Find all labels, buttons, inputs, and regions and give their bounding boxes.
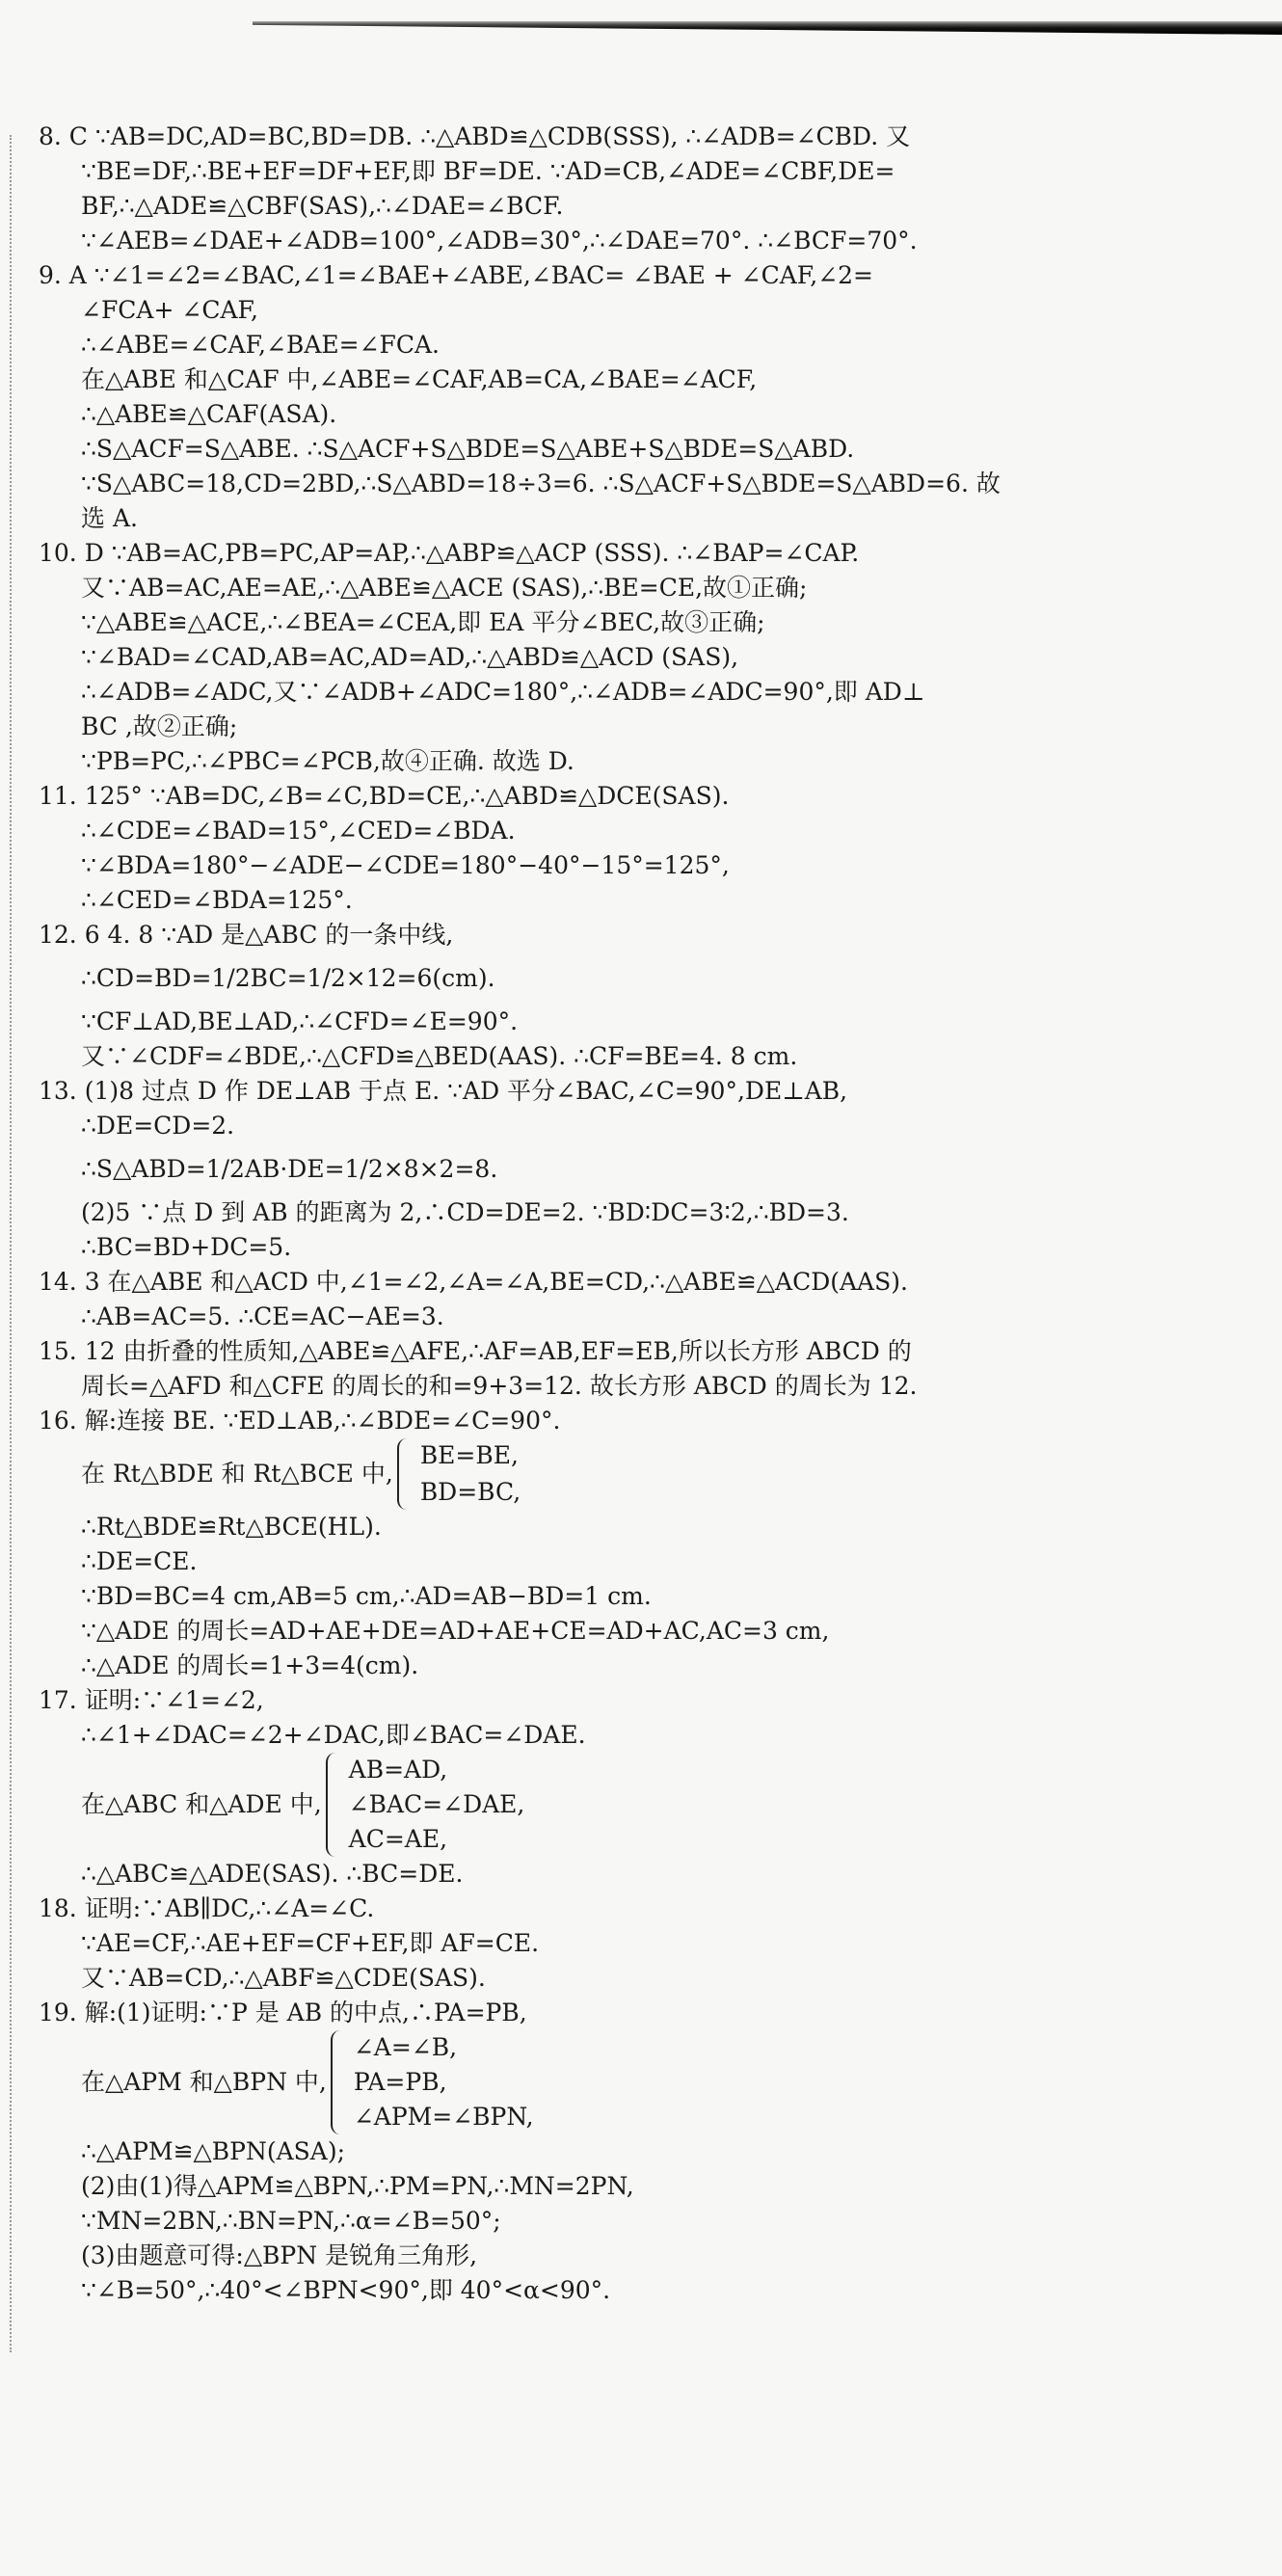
text-line: ∴∠ABE=∠CAF,∠BAE=∠FCA. xyxy=(81,331,440,359)
text-line: 在△ABE 和△CAF 中,∠ABE=∠CAF,AB=CA,∠BAE=∠ACF, xyxy=(81,365,758,393)
text-line: ∵AE=CF,∴AE+EF=CF+EF,即 AF=CE. xyxy=(81,1929,540,1957)
text-line: ∴∠1+∠DAC=∠2+∠DAC,即∠BAC=∠DAE. xyxy=(81,1721,586,1749)
text-line: ∵△ABE≌△ACE,∴∠BEA=∠CEA,即 EA 平分∠BEC,故③正确; xyxy=(81,608,765,636)
text-line: 18. 证明:∵AB∥DC,∴∠A=∠C. xyxy=(39,1894,375,1922)
text-line: 在△APM 和△BPN 中, xyxy=(81,2068,327,2096)
text-line: 14. 3 在△ABE 和△ACD 中,∠1=∠2,∠A=∠A,BE=CD,∴△ABE≌△ACD(AAS). xyxy=(39,1268,908,1296)
text-line: 9. A ∵∠1=∠2=∠BAC,∠1=∠BAE+∠ABE,∠BAC= ∠BAE + ∠CAF,∠2= xyxy=(39,261,873,289)
brace-group xyxy=(39,2030,1108,2134)
brace-group xyxy=(39,1438,1108,1510)
brace-item: AB=AD, xyxy=(348,1756,448,1784)
text-line: ∴∠ADB=∠ADC,又∵∠ADB+∠ADC=180°,∴∠ADB=∠ADC=90°,即 AD⊥ xyxy=(81,678,925,706)
text-line: ∴∠CDE=∠BAD=15°,∠CED=∠BDA. xyxy=(81,817,516,845)
text-line: ∴△ADE 的周长=1+3=4(cm). xyxy=(81,1651,419,1679)
brace-item: BD=BC, xyxy=(419,1478,521,1506)
text-line: (2)由(1)得△APM≌△BPN,∴PM=PN,∴MN=2PN, xyxy=(81,2172,634,2200)
text-line: ∵∠BDA=180°−∠ADE−∠CDE=180°−40°−15°=125°, xyxy=(81,851,730,879)
text-line: ∵CF⊥AD,BE⊥AD,∴∠CFD=∠E=90°. xyxy=(81,1007,519,1035)
text-line: ∴△ABE≌△CAF(ASA). xyxy=(81,400,337,428)
text-line: ∵∠BAD=∠CAD,AB=AC,AD=AD,∴△ABD≌△ACD (SAS), xyxy=(81,643,739,671)
answer-text xyxy=(39,120,1108,2308)
text-line: 16. 解:连接 BE. ∵ED⊥AB,∴∠BDE=∠C=90°. xyxy=(39,1407,561,1435)
brace-item: ∠APM=∠BPN, xyxy=(353,2103,534,2131)
text-line: (3)由题意可得:△BPN 是锐角三角形, xyxy=(81,2241,478,2269)
brace-item: PA=PB, xyxy=(353,2068,447,2096)
text-line: ∴S△ABD=1/2AB·DE=1/2×8×2=8. xyxy=(81,1155,498,1183)
text-line: 在 Rt△BDE 和 Rt△BCE 中, xyxy=(81,1460,393,1488)
text-line: ∵BD=BC=4 cm,AB=5 cm,∴AD=AB−BD=1 cm. xyxy=(81,1582,652,1610)
text-line: ∵S△ABC=18,CD=2BD,∴S△ABD=18÷3=6. ∴S△ACF+S△BDE=S△ABD=6. 故 xyxy=(81,470,1001,497)
text-line: 10. D ∵AB=AC,PB=PC,AP=AP,∴△ABP≌△ACP (SSS). ∴∠BAP=∠CAP. xyxy=(39,539,860,567)
text-line: ∵∠AEB=∠DAE+∠ADB=100°,∠ADB=30°,∴∠DAE=70°. ∴∠BCF=70°. xyxy=(81,227,918,255)
text-line: 在△ABC 和△ADE 中, xyxy=(81,1790,322,1818)
brace-item: AC=AE, xyxy=(348,1825,448,1853)
text-line: ∴△APM≌△BPN(ASA); xyxy=(81,2137,346,2165)
left-brace xyxy=(331,2030,348,2134)
text-line: (2)5 ∵点 D 到 AB 的距离为 2,∴CD=DE=2. ∵BD∶DC=3∶2,∴BD=3. xyxy=(81,1198,849,1226)
margin-dotted-line xyxy=(10,135,12,2352)
text-line: ∴△ABC≌△ADE(SAS). ∴BC=DE. xyxy=(81,1860,464,1888)
text-line: 又∵∠CDF=∠BDE,∴△CFD≌△BED(AAS). ∴CF=BE=4. 8 cm. xyxy=(81,1042,798,1070)
text-line: 15. 12 由折叠的性质知,△ABE≌△AFE,∴AF=AB,EF=EB,所以长方形 ABCD 的 xyxy=(39,1337,912,1365)
text-line: BF,∴△ADE≌△CBF(SAS),∴∠DAE=∠BCF. xyxy=(81,192,564,220)
left-brace xyxy=(397,1438,414,1510)
brace-item: BE=BE, xyxy=(419,1441,519,1469)
text-line: ∴BC=BD+DC=5. xyxy=(81,1233,292,1261)
text-line: 选 A. xyxy=(81,504,138,532)
text-line: 19. 解:(1)证明:∵P 是 AB 的中点,∴PA=PB, xyxy=(39,1999,527,2026)
text-line: ∵∠B=50°,∴40°<∠BPN<90°,即 40°<α<90°. xyxy=(81,2276,611,2304)
brace-item: ∠BAC=∠DAE, xyxy=(348,1790,525,1818)
text-line: ∵△ADE 的周长=AD+AE+DE=AD+AE+CE=AD+AC,AC=3 cm, xyxy=(81,1617,830,1645)
text-line: ∴DE=CD=2. xyxy=(81,1112,235,1140)
text-line: 11. 125° ∵AB=DC,∠B=∠C,BD=CE,∴△ABD≌△DCE(SAS). xyxy=(39,782,730,810)
text-line: 周长=△AFD 和△CFE 的周长的和=9+3=12. 故长方形 ABCD 的周长为 12. xyxy=(81,1372,918,1400)
text-line: ∴S△ACF=S△ABE. ∴S△ACF+S△BDE=S△ABE+S△BDE=S△ABD. xyxy=(81,435,855,463)
text-line: ∵BE=DF,∴BE+EF=DF+EF,即 BF=DE. ∵AD=CB,∠ADE=∠CBF,DE= xyxy=(81,157,895,185)
left-brace xyxy=(326,1753,343,1857)
text-line: ∵MN=2BN,∴BN=PN,∴α=∠B=50°; xyxy=(81,2207,501,2235)
text-line: ∴Rt△BDE≌Rt△BCE(HL). xyxy=(81,1513,382,1541)
text-line: ∵PB=PC,∴∠PBC=∠PCB,故④正确. 故选 D. xyxy=(81,747,574,775)
text-line: 13. (1)8 过点 D 作 DE⊥AB 于点 E. ∵AD 平分∠BAC,∠C=90°,DE⊥AB, xyxy=(39,1077,848,1105)
text-line: ∴∠CED=∠BDA=125°. xyxy=(81,886,353,914)
text-line: BC ,故②正确; xyxy=(81,712,238,740)
text-line: ∴AB=AC=5. ∴CE=AC−AE=3. xyxy=(81,1302,444,1330)
brace-group xyxy=(39,1753,1108,1857)
text-line: 8. C ∵AB=DC,AD=BC,BD=DB. ∴△ABD≌△CDB(SSS), ∴∠ADB=∠CBD. 又 xyxy=(39,122,911,150)
text-line: 17. 证明:∵∠1=∠2, xyxy=(39,1686,264,1714)
text-line: 又∵AB=CD,∴△ABF≌△CDE(SAS). xyxy=(81,1964,486,1992)
text-line: ∠FCA+ ∠CAF, xyxy=(81,296,258,324)
text-line: ∴CD=BD=1/2BC=1/2×12=6(cm). xyxy=(81,964,495,992)
text-line: ∴DE=CE. xyxy=(81,1547,198,1575)
text-line: 又∵AB=AC,AE=AE,∴△ABE≌△ACE (SAS),∴BE=CE,故①正确; xyxy=(81,574,808,602)
brace-item: ∠A=∠B, xyxy=(353,2033,458,2061)
top-decorative-bar xyxy=(253,21,1282,35)
text-line: 12. 6 4. 8 ∵AD 是△ABC 的一条中线, xyxy=(39,921,454,949)
